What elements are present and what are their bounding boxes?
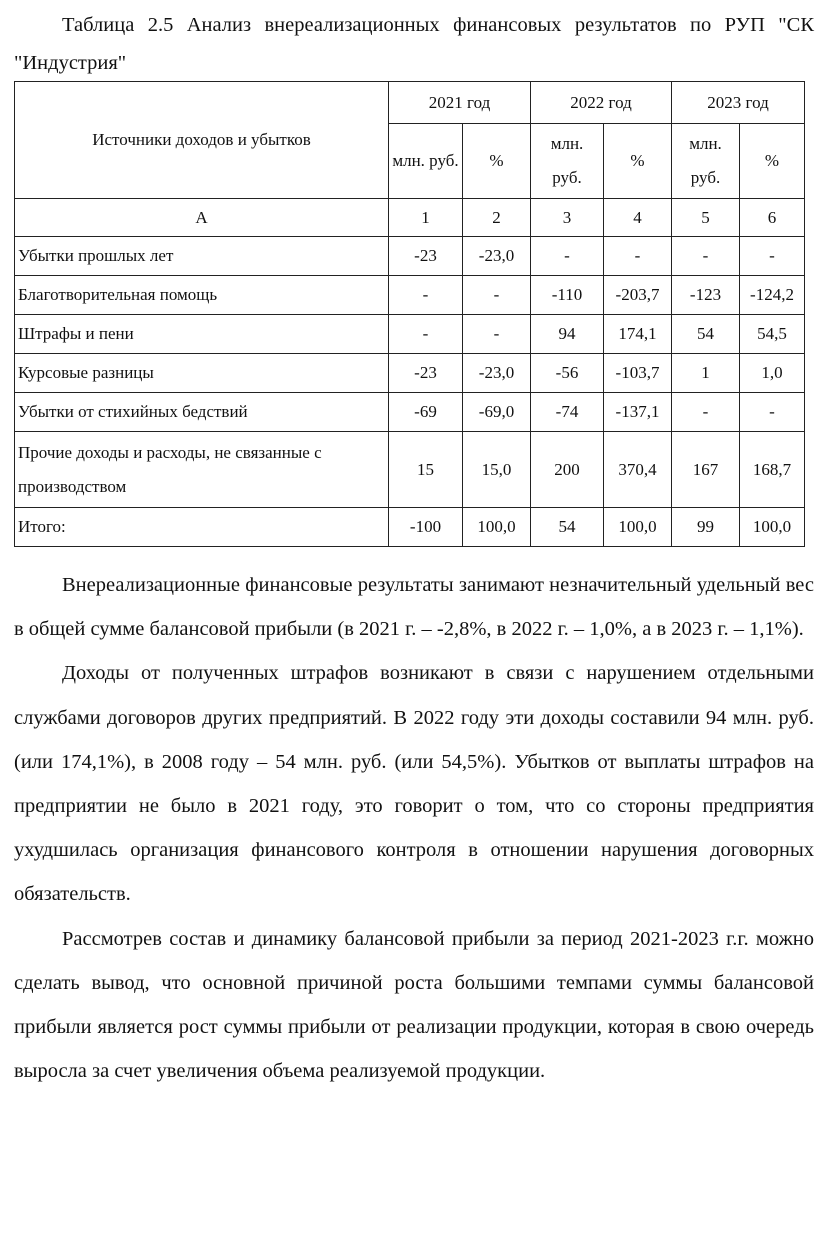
year-header: 2021 год [389, 82, 531, 124]
value-cell: - [604, 237, 672, 276]
value-cell: -69 [389, 393, 463, 432]
header-row-years [15, 82, 805, 124]
value-cell: -124,2 [740, 276, 805, 315]
value-cell: -100 [389, 508, 463, 547]
index-row [15, 199, 805, 237]
value-cell: -23,0 [463, 237, 531, 276]
value-cell: - [463, 315, 531, 354]
unit-pct-header: % [740, 124, 805, 199]
value-cell: 54 [531, 508, 604, 547]
body-text [14, 563, 814, 1093]
index-cell: 2 [463, 199, 531, 237]
value-cell: -23,0 [463, 354, 531, 393]
value-cell: 168,7 [740, 432, 805, 508]
row-label: Итого: [15, 508, 389, 547]
row-label: Штрафы и пени [15, 315, 389, 354]
value-cell: 100,0 [604, 508, 672, 547]
index-cell: 1 [389, 199, 463, 237]
table-row [15, 393, 805, 432]
value-cell: 100,0 [463, 508, 531, 547]
financial-results-table [14, 81, 805, 547]
year-header: 2023 год [672, 82, 805, 124]
value-cell: 94 [531, 315, 604, 354]
value-cell: -137,1 [604, 393, 672, 432]
index-cell: 5 [672, 199, 740, 237]
value-cell: 1 [672, 354, 740, 393]
value-cell: -203,7 [604, 276, 672, 315]
value-cell: -23 [389, 354, 463, 393]
value-cell: 200 [531, 432, 604, 508]
paragraph: Доходы от полученных штрафов возникают в связи с нарушением отдельными службами договоров других предприятий. В 2022 году эти доходы составили 94 млн. руб. (или 174,1%), в 2008 году – 54 млн. руб. (или 54,5%). Убытков от выплаты штрафов на предприятии не было в 2021 году, это говорит о том, что со стороны предприятия ухудшилась организация финансового контроля в отношении нарушения договорных обязательств. [14, 662, 814, 906]
value-cell: 54,5 [740, 315, 805, 354]
value-cell: 99 [672, 508, 740, 547]
unit-mln-header: млн. руб. [672, 124, 740, 199]
value-cell: 174,1 [604, 315, 672, 354]
unit-pct-header: % [463, 124, 531, 199]
year-header: 2022 год [531, 82, 672, 124]
paragraph: Рассмотрев состав и динамику балансовой прибыли за период 2021-2023 г.г. можно сделать вывод, что основной причиной роста большими темпами суммы балансовой прибыли является рост суммы прибыли от реализации продукции, которая в свою очередь выросла за счет увеличения объема реализуемой продукции. [14, 927, 814, 1083]
value-cell: -74 [531, 393, 604, 432]
value-cell: -110 [531, 276, 604, 315]
row-label: Благотворительная помощь [15, 276, 389, 315]
value-cell: 1,0 [740, 354, 805, 393]
value-cell: -123 [672, 276, 740, 315]
value-cell: - [531, 237, 604, 276]
value-cell: -23 [389, 237, 463, 276]
value-cell: -56 [531, 354, 604, 393]
unit-pct-header: % [604, 124, 672, 199]
table-row [15, 354, 805, 393]
value-cell: -69,0 [463, 393, 531, 432]
value-cell: - [463, 276, 531, 315]
value-cell: - [740, 393, 805, 432]
index-cell: А [15, 199, 389, 237]
value-cell: - [389, 276, 463, 315]
table-caption: Таблица 2.5 Анализ внереализационных финансовых результатов по РУП "СК "Индустрия" [14, 14, 814, 74]
row-label: Убытки прошлых лет [15, 237, 389, 276]
index-cell: 6 [740, 199, 805, 237]
source-header: Источники доходов и убытков [15, 82, 389, 199]
index-cell: 4 [604, 199, 672, 237]
total-row [15, 508, 805, 547]
value-cell: - [672, 237, 740, 276]
value-cell: - [672, 393, 740, 432]
paragraph: Внереализационные финансовые результаты занимают незначительный удельный вес в общей сумме балансовой прибыли (в 2021 г. – -2,8%, в 2022 г. – 1,0%, а в 2023 г. – 1,1%). [14, 574, 814, 641]
unit-mln-header: млн. руб. [389, 124, 463, 199]
row-label: Курсовые разницы [15, 354, 389, 393]
value-cell: - [389, 315, 463, 354]
row-label: Убытки от стихийных бедствий [15, 393, 389, 432]
value-cell: 54 [672, 315, 740, 354]
table-row [15, 315, 805, 354]
unit-mln-header: млн. руб. [531, 124, 604, 199]
value-cell: 167 [672, 432, 740, 508]
value-cell: 370,4 [604, 432, 672, 508]
table-row [15, 432, 805, 508]
value-cell: 100,0 [740, 508, 805, 547]
table-row [15, 276, 805, 315]
table-row [15, 237, 805, 276]
value-cell: - [740, 237, 805, 276]
index-cell: 3 [531, 199, 604, 237]
value-cell: 15 [389, 432, 463, 508]
value-cell: -103,7 [604, 354, 672, 393]
row-label: Прочие доходы и расходы, не связанные с производством [15, 432, 389, 508]
value-cell: 15,0 [463, 432, 531, 508]
